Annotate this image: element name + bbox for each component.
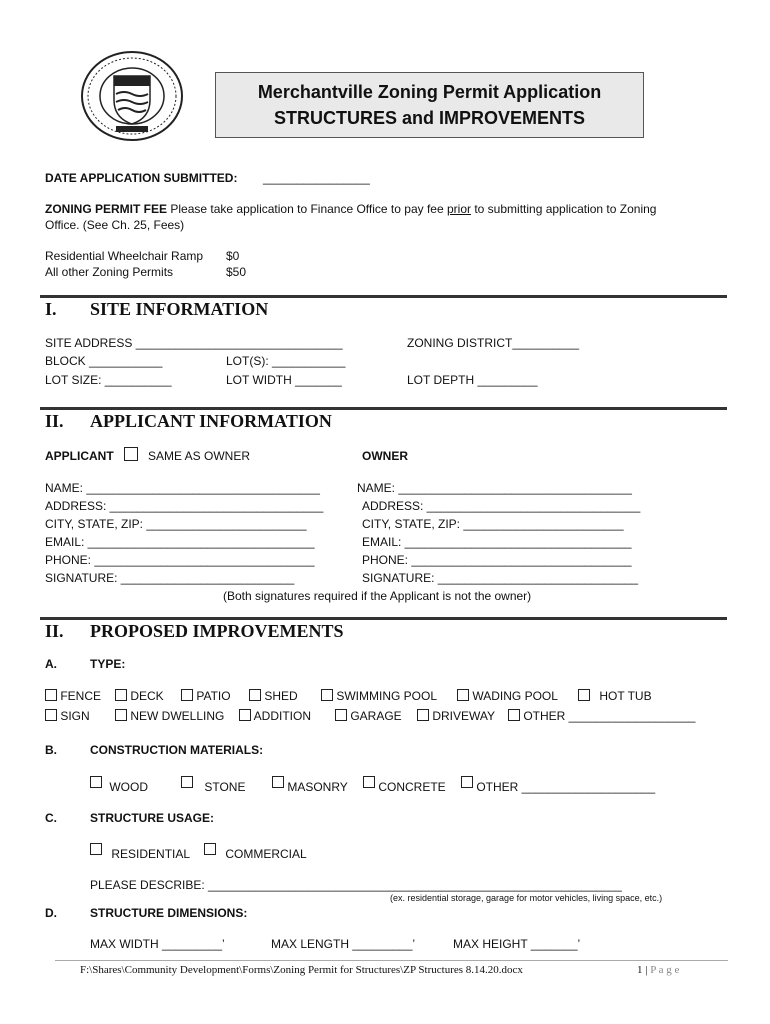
lot-size-field[interactable]: LOT SIZE: __________ [45, 373, 172, 387]
usage-option-residential[interactable] [90, 843, 190, 861]
checkbox-icon [321, 689, 333, 701]
type-option-new-dwelling[interactable] [115, 709, 224, 723]
checkbox-icon [272, 776, 284, 788]
title-line-2: STRUCTURES and IMPROVEMENTS [273, 108, 586, 128]
owner-phone-field[interactable]: PHONE: _________________________________ [362, 553, 632, 567]
owner-label: OWNER [362, 449, 408, 463]
option-label: DRIVEWAY [432, 709, 496, 723]
option-label: HOT TUB [599, 689, 652, 703]
type-option-addition[interactable] [239, 709, 311, 723]
checkbox-icon [417, 709, 429, 721]
owner-name-field[interactable]: NAME: ___________________________________ [357, 481, 632, 495]
fee-label: ZONING PERMIT FEE [45, 202, 168, 216]
usage-label: STRUCTURE USAGE: [90, 811, 215, 825]
checkbox-icon [578, 689, 590, 701]
footer-path: F:\Shares\Community Development\Forms\Zoning Permit for Structures\ZP Structures 8.14.20.docx [80, 964, 523, 976]
section-2-number: II. [45, 411, 64, 431]
page-word: P a g e [650, 964, 680, 976]
section-1-title: SITE INFORMATION [90, 299, 269, 319]
section-rule [40, 407, 727, 410]
fee-row-amount: $0 [226, 249, 240, 263]
lots-field[interactable]: LOT(S): ___________ [226, 354, 346, 368]
describe-hint: (ex. residential storage, garage for motor vehicles, living space, etc.) [390, 893, 663, 903]
material-option-masonry[interactable] [272, 776, 348, 794]
owner-address-field[interactable]: ADDRESS: ________________________________ [362, 499, 641, 513]
checkbox-icon [45, 709, 57, 721]
applicant-signature-field[interactable]: SIGNATURE: __________________________ [45, 571, 295, 585]
same-as-owner-checkbox[interactable] [124, 447, 138, 465]
type-option-driveway[interactable] [417, 709, 495, 723]
type-option-fence[interactable] [45, 689, 101, 703]
section-2-title: APPLICANT INFORMATION [90, 411, 332, 431]
material-option-stone[interactable] [181, 776, 245, 794]
lot-depth-field[interactable]: LOT DEPTH _________ [407, 373, 538, 387]
checkbox-icon [508, 709, 520, 721]
material-option-concrete[interactable] [363, 776, 446, 794]
applicant-address-field[interactable]: ADDRESS: ________________________________ [45, 499, 324, 513]
block-field[interactable]: BLOCK ___________ [45, 354, 163, 368]
option-label: GARAGE [350, 709, 402, 723]
option-label: SHED [264, 689, 298, 703]
type-option-shed[interactable] [249, 689, 298, 703]
material-option-wood[interactable] [90, 776, 148, 794]
checkbox-icon [45, 689, 57, 701]
section-3-title: PROPOSED IMPROVEMENTS [90, 621, 344, 641]
section-rule [40, 295, 727, 298]
describe-field[interactable]: PLEASE DESCRIBE: ______________________________________________________________ [90, 878, 622, 892]
fee-row-name: Residential Wheelchair Ramp [45, 249, 204, 263]
checkbox-icon [181, 776, 193, 788]
checkbox-icon [90, 843, 102, 855]
section-3-number: II. [45, 621, 64, 641]
checkbox-icon [335, 709, 347, 721]
dimensions-letter: D. [45, 906, 57, 920]
option-label: COMMERCIAL [225, 847, 307, 861]
applicant-phone-field[interactable]: PHONE: _________________________________ [45, 553, 315, 567]
option-label: OTHER ___________________ [523, 709, 696, 723]
type-option-hot-tub[interactable] [578, 689, 652, 703]
applicant-label: APPLICANT [45, 449, 114, 463]
option-label: CONCRETE [378, 780, 446, 794]
option-label: RESIDENTIAL [111, 847, 191, 861]
materials-label: CONSTRUCTION MATERIALS: [90, 743, 264, 757]
date-submitted-label: DATE APPLICATION SUBMITTED: [45, 171, 238, 185]
usage-letter: C. [45, 811, 57, 825]
max-height-field[interactable]: MAX HEIGHT _______’ [453, 937, 581, 951]
option-label: SIGN [60, 709, 90, 723]
option-label: WADING POOL [472, 689, 558, 703]
fee-text-3: Office. (See Ch. 25, Fees) [45, 218, 185, 232]
option-label: NEW DWELLING [130, 709, 225, 723]
type-option-garage[interactable] [335, 709, 402, 723]
applicant-name-field[interactable]: NAME: ___________________________________ [45, 481, 320, 495]
max-width-field[interactable]: MAX WIDTH _________’ [90, 937, 225, 951]
fee-text-2: to submitting application to Zoning [474, 202, 657, 216]
checkbox-icon [461, 776, 473, 788]
checkbox-icon [239, 709, 251, 721]
type-option-wading-pool[interactable] [457, 689, 558, 703]
type-option-swimming-pool[interactable] [321, 689, 437, 703]
checkbox-icon [181, 689, 193, 701]
option-label: ADDITION [253, 709, 312, 723]
option-label: STONE [204, 780, 246, 794]
title-box [215, 72, 644, 138]
type-option-patio[interactable] [181, 689, 231, 703]
option-label: WOOD [109, 780, 149, 794]
checkbox-icon [90, 776, 102, 788]
fee-text-prior: prior [446, 202, 471, 216]
materials-letter: B. [45, 743, 57, 757]
site-address-field[interactable]: SITE ADDRESS _______________________________ [45, 336, 343, 350]
lot-width-field[interactable]: LOT WIDTH _______ [226, 373, 342, 387]
section-rule [40, 617, 727, 620]
type-label: TYPE: [90, 657, 126, 671]
option-label: SWIMMING POOL [336, 689, 438, 703]
checkbox-icon [363, 776, 375, 788]
page-number: 1 [637, 964, 643, 976]
option-label: MASONRY [287, 780, 348, 794]
usage-option-commercial[interactable] [204, 843, 307, 861]
material-option-other[interactable] [461, 776, 655, 794]
owner-city-field[interactable]: CITY, STATE, ZIP: ________________________ [362, 517, 624, 531]
owner-email-field[interactable]: EMAIL: __________________________________ [362, 535, 632, 549]
zoning-district-field[interactable]: ZONING DISTRICT__________ [407, 336, 580, 350]
date-submitted-field[interactable]: ________________ [263, 171, 370, 185]
type-option-deck[interactable] [115, 689, 164, 703]
applicant-email-field[interactable]: EMAIL: __________________________________ [45, 535, 315, 549]
signature-note: (Both signatures required if the Applicant is not the owner) [223, 589, 532, 603]
title-line-1: Merchantville Zoning Permit Application [257, 82, 602, 102]
footer-divider [55, 960, 728, 961]
borough-seal [80, 50, 184, 147]
checkbox-icon [457, 689, 469, 701]
fee-paragraph [45, 202, 656, 216]
type-option-sign[interactable] [45, 709, 90, 723]
checkbox-icon [115, 689, 127, 701]
fee-row-amount: $50 [226, 265, 247, 279]
type-letter: A. [45, 657, 57, 671]
option-label: OTHER ____________________ [476, 780, 656, 794]
checkbox-icon [249, 689, 261, 701]
option-label: FENCE [60, 689, 102, 703]
applicant-city-field[interactable]: CITY, STATE, ZIP: ________________________ [45, 517, 307, 531]
owner-signature-field[interactable]: SIGNATURE: ______________________________ [362, 571, 638, 585]
checkbox-icon [204, 843, 216, 855]
max-length-field[interactable]: MAX LENGTH _________’ [271, 937, 416, 951]
checkbox-icon [115, 709, 127, 721]
fee-row-name: All other Zoning Permits [45, 265, 174, 279]
footer-page [637, 964, 679, 976]
option-label: DECK [130, 689, 164, 703]
same-as-owner-label: SAME AS OWNER [148, 449, 251, 463]
fee-text-1: Please take application to Finance Office to pay fee [170, 202, 444, 216]
section-1-number: I. [45, 299, 57, 319]
option-label: PATIO [196, 689, 231, 703]
dimensions-label: STRUCTURE DIMENSIONS: [90, 906, 248, 920]
page-separator: | [645, 964, 648, 976]
type-option-other[interactable] [508, 709, 695, 723]
